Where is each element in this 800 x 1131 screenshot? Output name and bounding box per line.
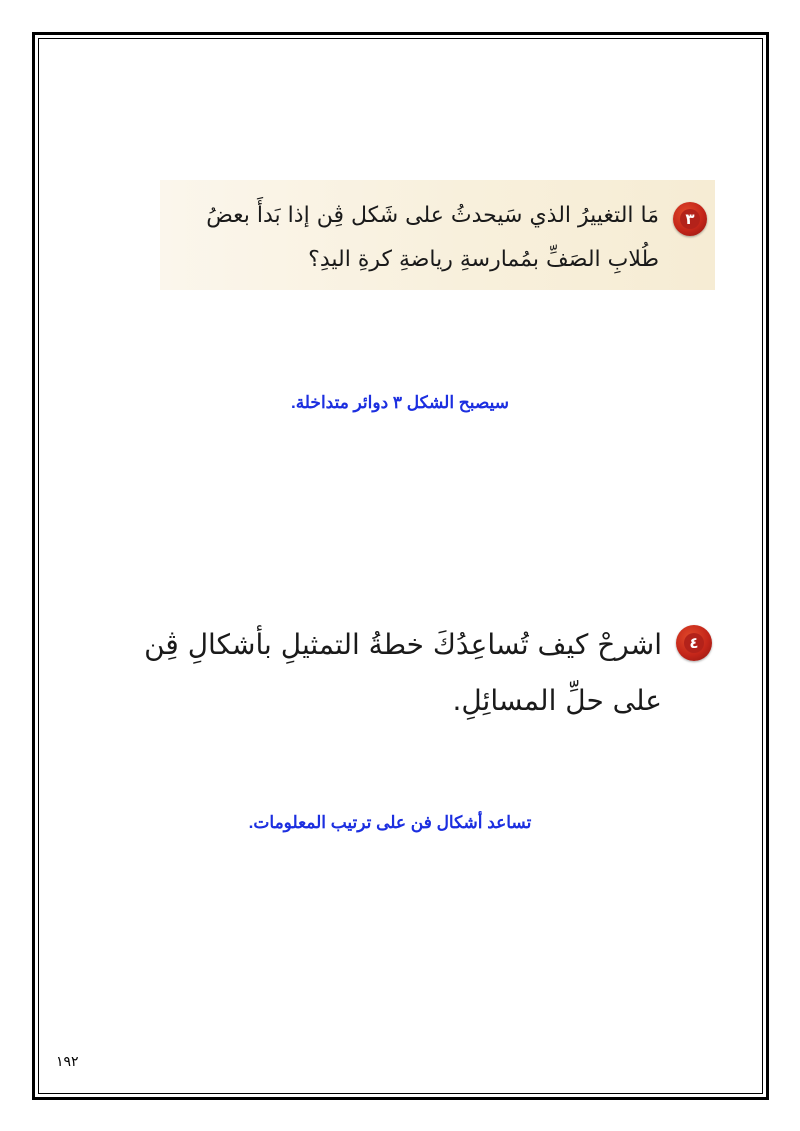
question-number: ٤ [689, 634, 699, 652]
answer-3: سيصبح الشكل ٣ دوائر متداخلة. [290, 393, 510, 412]
question-text: اشرحْ كيف تُساعِدُكَ خطةُ التمثيلِ بأشكالِ ڤِن على حلِّ المسائِلِ. [144, 628, 662, 717]
page-number: ١٩٢ [56, 1054, 79, 1070]
question-number: ٣ [685, 210, 695, 228]
question-number-badge-inner [680, 209, 700, 229]
question-text: مَا التغييرُ الذي سَيحدثُ على شَكل ڤِن إذا بَدأَ بعضُ طُلابِ الصَفِّ بمُمارسةِ رياضةِ كرةِ اليدِ؟ [206, 203, 659, 272]
question-3 [160, 180, 715, 290]
answer-4: تساعد أشكال فن على ترتيب المعلومات. [248, 813, 532, 832]
question-number-badge [673, 202, 707, 236]
question-number-badge-inner [684, 633, 704, 653]
question-4 [120, 605, 720, 725]
question-number-badge [676, 625, 712, 661]
